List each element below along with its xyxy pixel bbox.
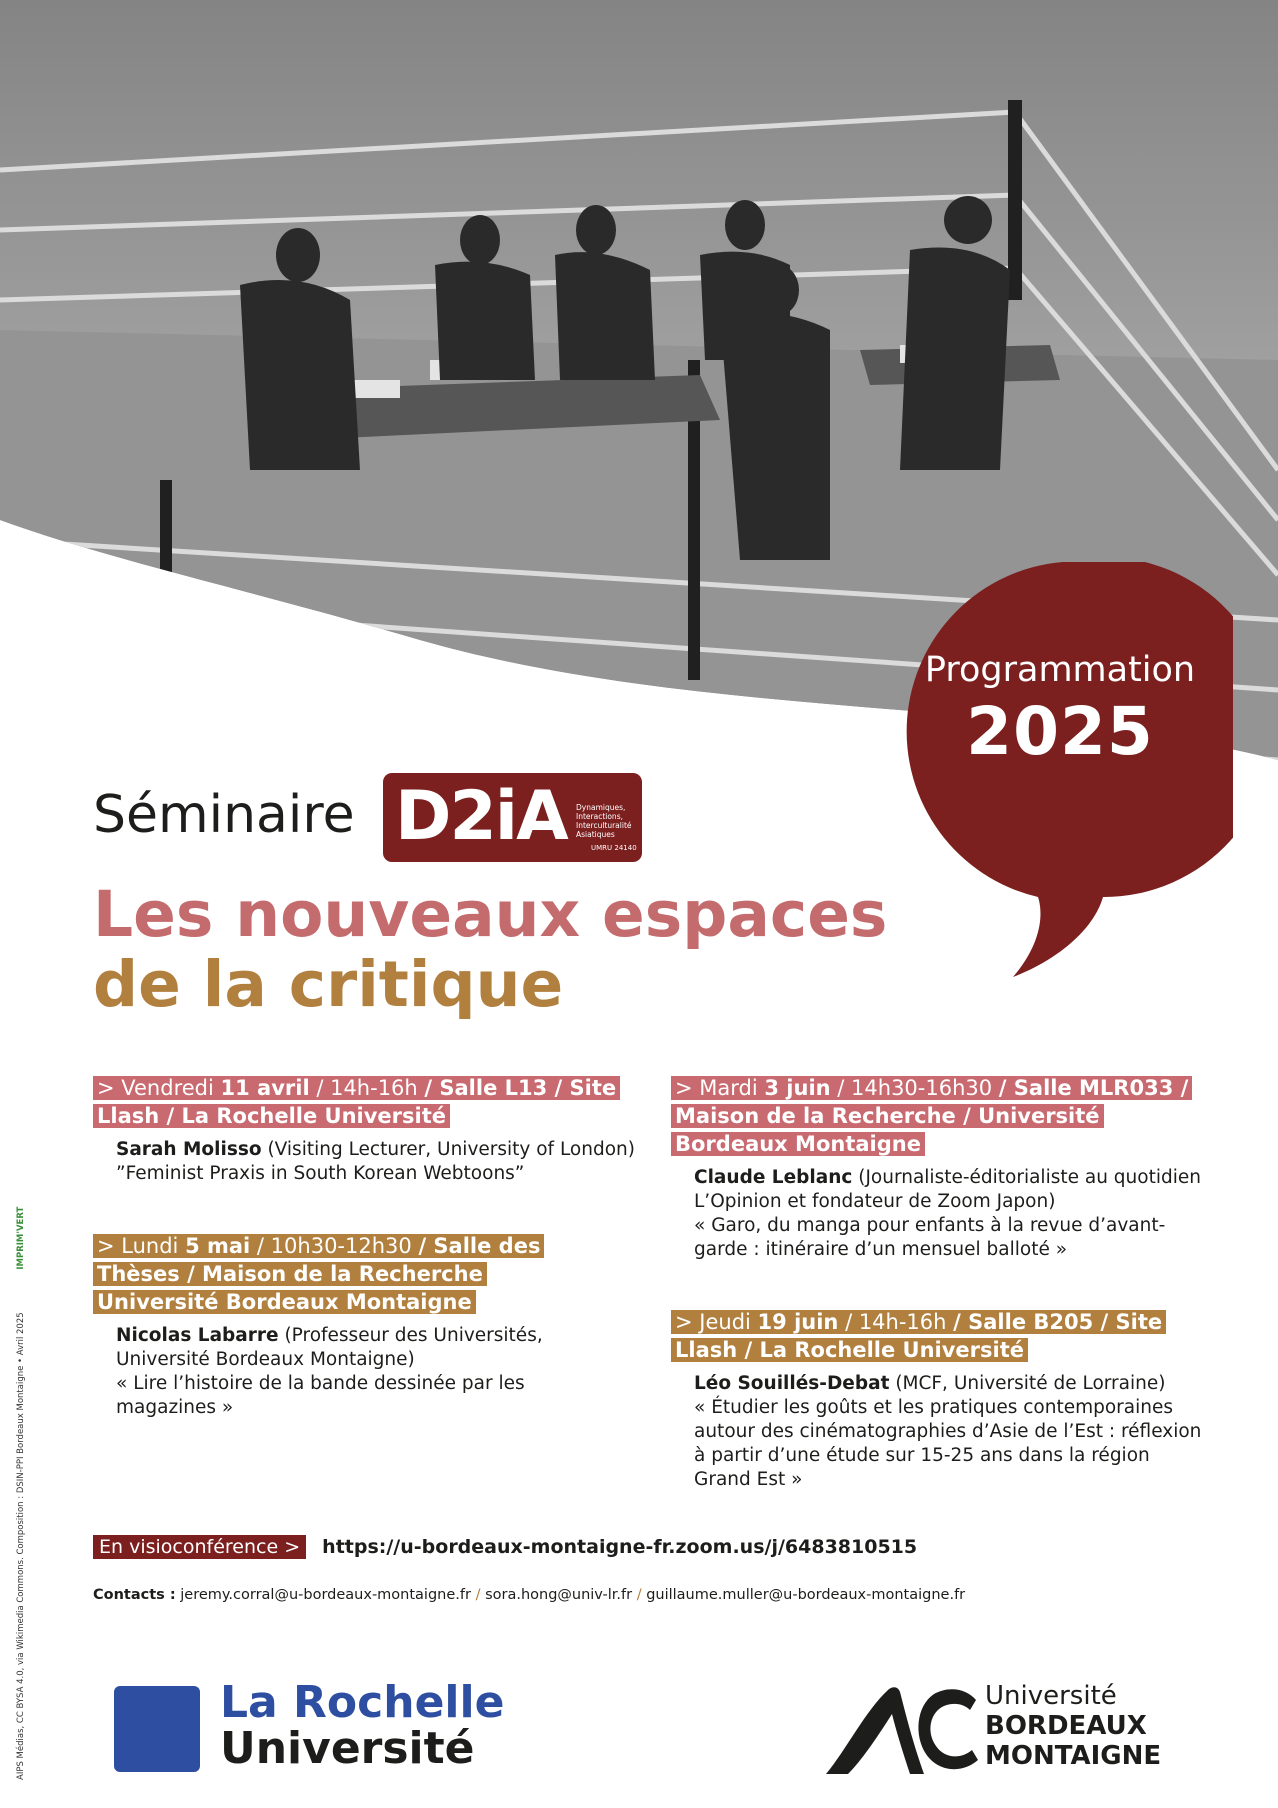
side-credit-text: AIPS Médias, CC BYSA 4.0, via Wikimedia Commons. Composition : DSIN-PPI Bordeaux Montaigne • Avril 2025 <box>16 1312 26 1780</box>
seminaire-label: Séminaire <box>93 785 355 845</box>
session-date: 5 mai <box>185 1234 251 1258</box>
ubm-line3: MONTAIGNE <box>985 1741 1162 1771</box>
talk-title: « Lire l’histoire de la bande dessinée par les magazines » <box>116 1373 525 1418</box>
programmation-bubble <box>893 562 1233 982</box>
session-header <box>671 1074 1201 1158</box>
session-time: / 14h-16h <box>309 1076 425 1100</box>
session-day: > Jeudi <box>675 1310 758 1334</box>
session-speaker <box>694 1166 1204 1262</box>
session-time: / 14h30-16h30 <box>830 1076 999 1100</box>
speaker-name: Léo Souillés-Debat <box>694 1373 890 1394</box>
session-2 <box>93 1232 653 1420</box>
session-place: / Salle B205 / Site Llash / La Rochelle Université <box>675 1310 1163 1362</box>
la-rochelle-logo-icon <box>114 1686 200 1772</box>
speaker-affiliation: (Professeur des Universités, Université Bordeaux Montaigne) <box>116 1325 543 1370</box>
session-speaker <box>116 1138 653 1186</box>
d2ia-sub-line: Interactions, <box>576 812 623 821</box>
session-speaker <box>694 1372 1204 1492</box>
session-1 <box>93 1074 653 1186</box>
session-date: 19 juin <box>757 1310 839 1334</box>
d2ia-logo-subtitle <box>576 803 632 839</box>
d2ia-sub-line: Dynamiques, <box>576 803 626 812</box>
programmation-text: Programmation <box>924 650 1196 690</box>
session-date: 11 avril <box>220 1076 310 1100</box>
d2ia-logo-umr: UMRU 24140 <box>591 844 637 852</box>
session-date: 3 juin <box>764 1076 831 1100</box>
session-day: > Mardi <box>675 1076 765 1100</box>
session-speaker <box>116 1324 626 1420</box>
speaker-affiliation: (MCF, Université de Lorraine) <box>889 1373 1166 1394</box>
contact-email[interactable]: sora.hong@univ-lr.fr <box>485 1587 633 1603</box>
speaker-name: Claude Leblanc <box>694 1167 853 1188</box>
session-place: / Salle des Thèses / Maison de la Recherche Université Bordeaux Montaigne <box>97 1234 541 1314</box>
la-rochelle-logo <box>220 1677 505 1774</box>
session-4 <box>671 1308 1211 1492</box>
session-header <box>671 1308 1181 1364</box>
la-rochelle-logo-line1: La Rochelle <box>220 1677 505 1728</box>
speaker-affiliation: (Visiting Lecturer, University of London) <box>261 1139 635 1160</box>
contact-separator: / <box>636 1587 642 1603</box>
visio-line <box>93 1536 917 1558</box>
contacts-label: Contacts : <box>93 1587 176 1603</box>
talk-title: « Étudier les goûts et les pratiques contemporaines autour des cinématographies d’Asie de l’Est : réflexion à partir d’une étude sur 15-25 ans dans la région Grand Est » <box>694 1397 1202 1490</box>
contact-separator: / <box>475 1587 481 1603</box>
side-credit <box>16 1206 26 1780</box>
session-place: / Salle MLR033 / Maison de la Recherche / Université Bordeaux Montaigne <box>675 1076 1189 1156</box>
bordeaux-montaigne-logo-icon <box>826 1680 986 1776</box>
page-title <box>93 880 887 1020</box>
session-header <box>93 1232 593 1316</box>
d2ia-sub-line: Interculturalité <box>576 821 632 830</box>
title-line-2: de la critique <box>93 948 564 1021</box>
speaker-name: Nicolas Labarre <box>116 1325 279 1346</box>
session-time: / 10h30-12h30 <box>250 1234 419 1258</box>
d2ia-logo <box>383 773 642 862</box>
bordeaux-montaigne-logo <box>985 1681 1161 1771</box>
programmation-label <box>910 648 1210 772</box>
talk-title: « Garo, du manga pour enfants à la revue d’avant-garde : itinéraire d’un mensuel balloté » <box>694 1215 1166 1260</box>
session-time: / 14h-16h <box>838 1310 954 1334</box>
contact-email[interactable]: jeremy.corral@u-bordeaux-montaigne.fr <box>180 1587 471 1603</box>
programmation-year: 2025 <box>966 693 1154 770</box>
la-rochelle-logo-line2: Université <box>220 1723 475 1774</box>
contacts-line <box>93 1587 965 1603</box>
d2ia-sub-line: Asiatiques <box>576 830 615 839</box>
speaker-name: Sarah Molisso <box>116 1139 262 1160</box>
contact-email[interactable]: guillaume.muller@u-bordeaux-montaigne.fr <box>646 1587 966 1603</box>
session-3 <box>671 1074 1211 1262</box>
visio-link[interactable]: https://u-bordeaux-montaigne-fr.zoom.us/j/6483810515 <box>322 1536 918 1558</box>
imprim-vert-label: IMPRIM'VERT <box>16 1206 26 1270</box>
ubm-line2: BORDEAUX <box>985 1711 1147 1741</box>
d2ia-logo-word: D2iA <box>395 777 567 856</box>
visio-label: En visioconférence > <box>93 1535 306 1559</box>
speaker-affiliation: (Journaliste-éditorialiste au quotidien L’Opinion et fondateur de Zoom Japon) <box>694 1167 1201 1212</box>
title-line-1: Les nouveaux espaces <box>93 878 888 951</box>
ubm-line1: Université <box>985 1681 1117 1711</box>
session-place: / Salle L13 / Site Llash / La Rochelle Université <box>97 1076 617 1128</box>
session-header <box>93 1074 653 1130</box>
talk-title: ”Feminist Praxis in South Korean Webtoons” <box>116 1163 525 1184</box>
session-day: > Vendredi <box>97 1076 221 1100</box>
session-day: > Lundi <box>97 1234 186 1258</box>
